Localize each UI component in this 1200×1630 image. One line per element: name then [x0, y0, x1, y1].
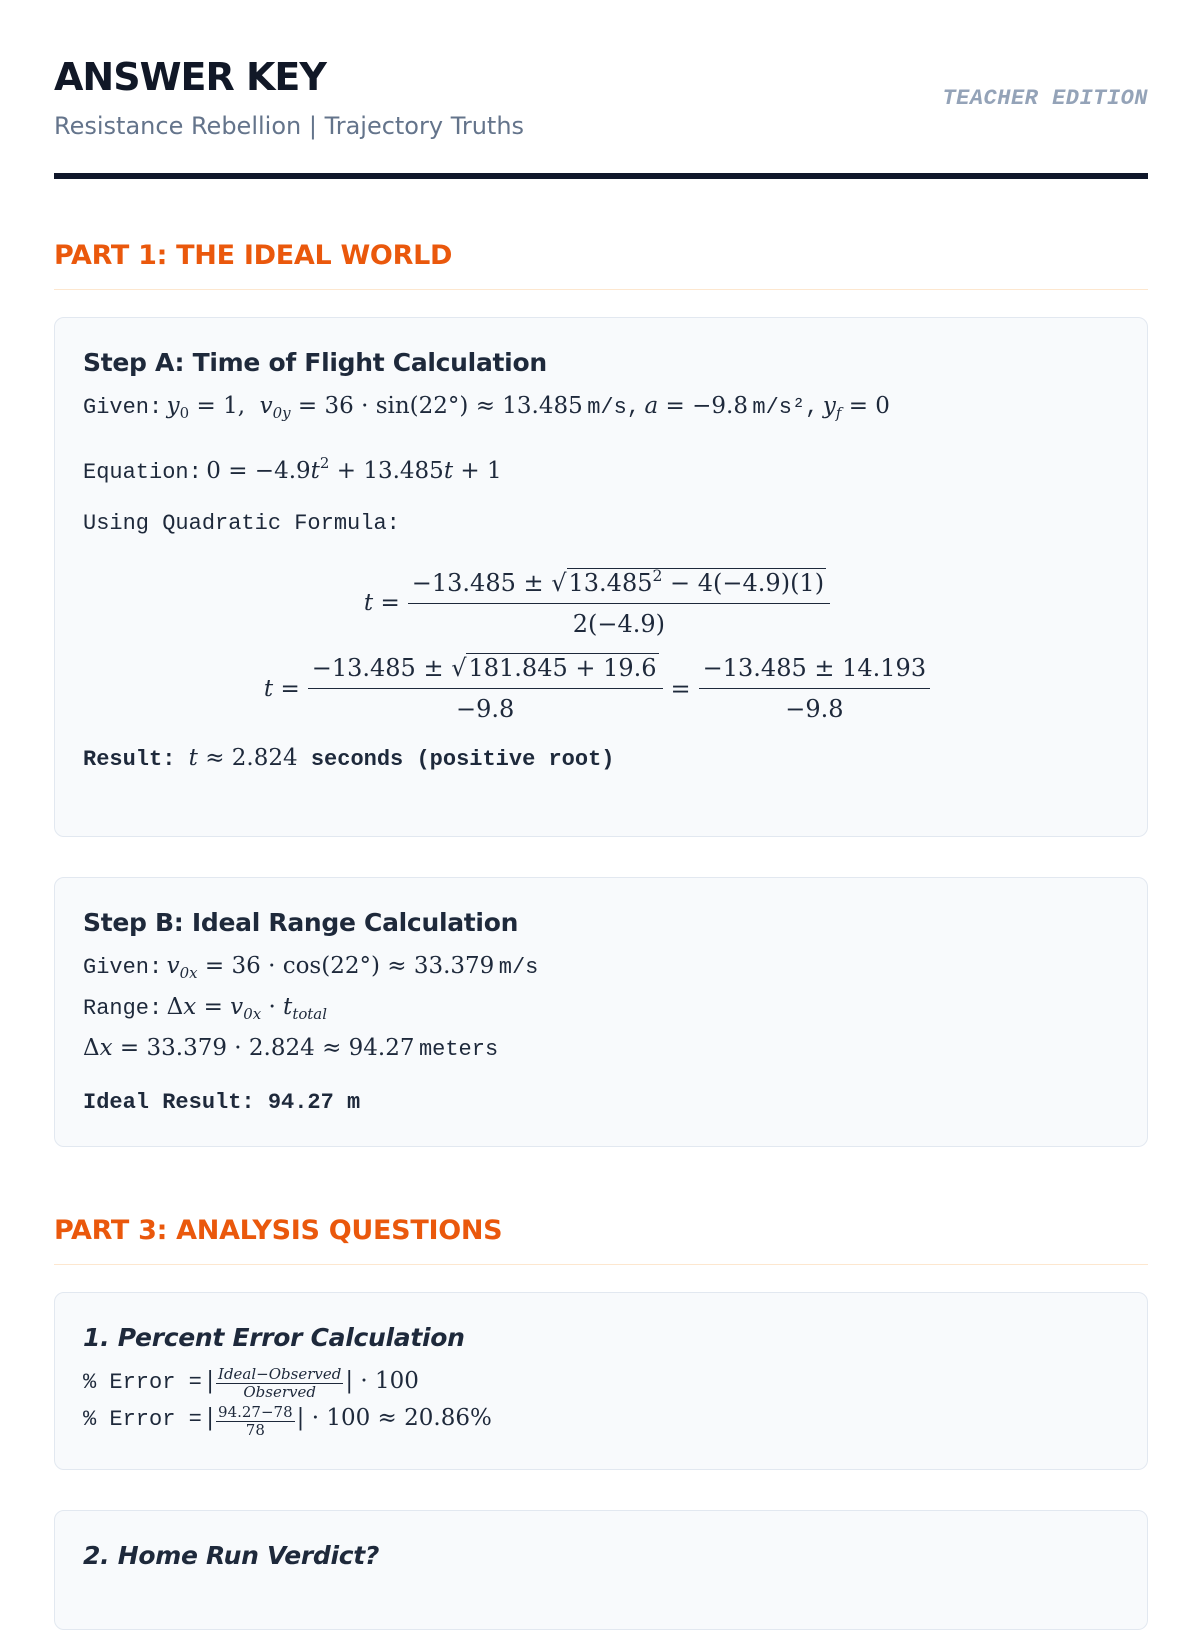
step-a-card: [54, 317, 1148, 837]
step-a-result: Result: t ≈ 2.824 seconds (positive root): [83, 745, 615, 772]
equation-label: Equation:: [83, 460, 202, 485]
step-b-card: [54, 877, 1148, 1147]
edition-badge: TEACHER EDITION: [942, 86, 1148, 111]
section-title-part1: PART 1: THE IDEAL WORLD: [54, 240, 1148, 290]
page-title: ANSWER KEY: [54, 55, 326, 99]
quadratic-simplified: t = $\frac{-13.485 \pm √181.845 + 19.6}{-9.8}$ = $\frac{-13.485 \pm 14.193}{-9.8}$: [83, 654, 1119, 723]
step-a-equation: [83, 446, 1119, 491]
step-a-given: Given: $y_0 = 1$, $v_{0y} = 36 \cdot \sin(22^\circ) \approx 13.485$ m/s, a = −9.8 m/s², $y_f = 0$: [83, 393, 890, 422]
header: [54, 0, 1148, 182]
question-1-card: [54, 1292, 1148, 1470]
step-b-given: Given: $v_{0x} = 36 \cdot \cos(22^\circ) \approx 33.379$ m/s: [83, 953, 539, 982]
given-label: Given:: [83, 395, 163, 420]
method-text: Using Quadratic Formula:: [83, 511, 400, 536]
question-1-heading: 1. Percent Error Calculation: [83, 1323, 465, 1352]
step-b-result: Ideal Result: 94.27 m: [83, 1090, 361, 1115]
section-title-part3: PART 3: ANALYSIS QUESTIONS: [54, 1215, 1148, 1265]
question-2-card: [54, 1510, 1148, 1630]
header-divider: [54, 173, 1148, 179]
question-2-heading: 2. Home Run Verdict?: [83, 1541, 380, 1570]
step-b-range: Range: $\Delta x = v_{0x} \cdot t_{total}$: [83, 994, 327, 1023]
quadratic-formula: t = $\frac{-13.485 \pm √13.485^2 - 4(-4.9)(1)}{2(-4.9)}$: [83, 567, 1119, 638]
given-math: $y_0 = 1$, $v_{0y} = 36 \cdot \sin(22^\circ) \approx 13.485$: [166, 393, 583, 422]
step-a-heading: Step A: Time of Flight Calculation: [83, 348, 547, 377]
equation-math: $0 = -4.9t^2 + 13.485t + 1$: [206, 454, 502, 484]
step-b-heading: Step B: Ideal Range Calculation: [83, 908, 519, 937]
step-b-computation: Δx = 33.379 · 2.824 ≈ 94.27 meters: [83, 1035, 499, 1062]
percent-error-value: % Error = | $\frac{94.27-78}{78}$ | · 100 ≈ 20.86%: [83, 1402, 492, 1439]
answer-key-page: [54, 0, 1148, 1630]
page-subtitle: Resistance Rebellion | Trajectory Truths: [54, 112, 525, 140]
percent-error-formula: % Error = | $\frac{\text{Ideal−Observed}}{\text{Observed}}$ | · 100: [83, 1365, 419, 1402]
